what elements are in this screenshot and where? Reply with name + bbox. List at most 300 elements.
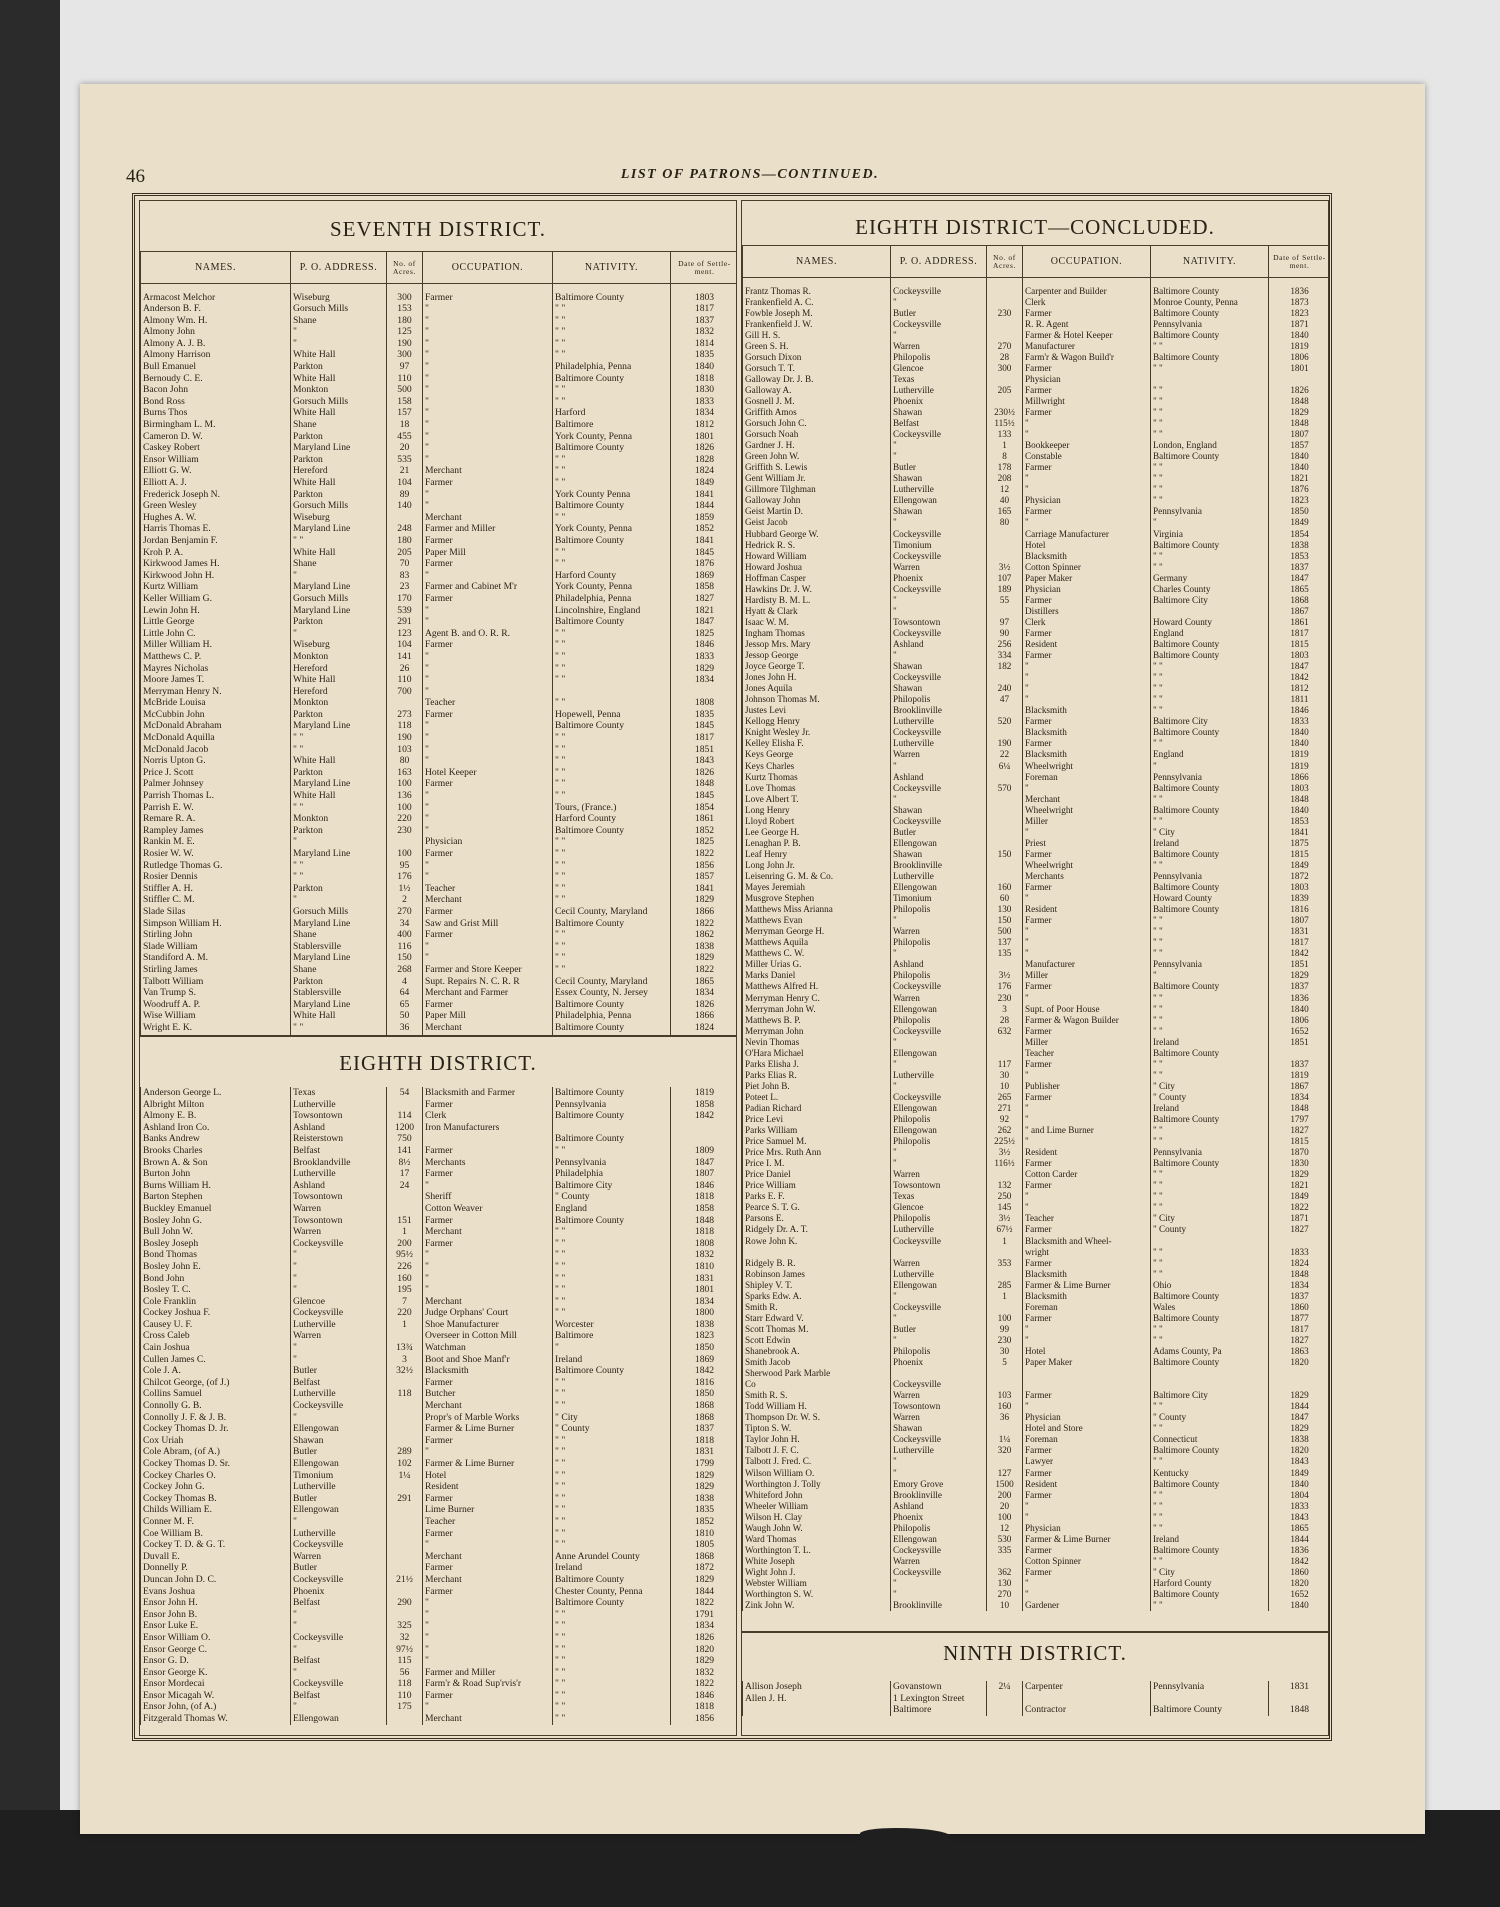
cell-settled: 1833 bbox=[671, 396, 738, 408]
cell-address: Towsontown bbox=[891, 617, 987, 628]
cell-nativity: " " bbox=[1151, 1202, 1269, 1213]
cell-nativity: Howard County bbox=[1151, 893, 1269, 904]
table-row bbox=[743, 1313, 1330, 1324]
cell-name: Kelley Elisha F. bbox=[743, 738, 891, 749]
cell-address: Butler bbox=[291, 1562, 387, 1574]
cell-settled: 1835 bbox=[671, 1504, 738, 1516]
table-row bbox=[743, 529, 1330, 540]
table-row bbox=[743, 352, 1330, 363]
cell-settled: 1838 bbox=[671, 1493, 738, 1505]
cell-settled: 1846 bbox=[671, 1180, 738, 1192]
table-row bbox=[743, 1704, 1330, 1716]
cell-address: Ashland bbox=[891, 639, 987, 650]
cell-occupation: Physician bbox=[1023, 584, 1151, 595]
cell-name: Worthington T. L. bbox=[743, 1545, 891, 1556]
cell-nativity: Anne Arundel County bbox=[553, 1551, 671, 1563]
table-row bbox=[141, 1678, 738, 1690]
cell-nativity: " " bbox=[1151, 484, 1269, 495]
cell-settled: 1825 bbox=[671, 836, 738, 848]
cell-name: Green John W. bbox=[743, 451, 891, 462]
cell-name: Harris Thomas E. bbox=[141, 523, 291, 535]
cell-nativity: " County bbox=[553, 1423, 671, 1435]
column-header-occupation: OCCUPATION. bbox=[423, 252, 553, 284]
cell-settled: 1800 bbox=[671, 1307, 738, 1319]
cell-settled: 1838 bbox=[671, 1319, 738, 1331]
cell-settled: 1867 bbox=[1269, 1081, 1330, 1092]
table-row bbox=[141, 1632, 738, 1644]
cell-settled: 1834 bbox=[671, 1296, 738, 1308]
cell-occupation: " bbox=[1023, 1191, 1151, 1202]
cell-nativity: Baltimore City bbox=[1151, 595, 1269, 606]
cell-nativity: " " bbox=[1151, 363, 1269, 374]
cell-address: " bbox=[291, 628, 387, 640]
table-row bbox=[141, 813, 738, 825]
cell-acres: 83 bbox=[387, 570, 423, 582]
cell-nativity: Pennsylvania bbox=[1151, 871, 1269, 882]
cell-occupation: Farmer bbox=[1023, 363, 1151, 374]
cell-settled: 1839 bbox=[1269, 893, 1330, 904]
table-row bbox=[141, 442, 738, 454]
cell-acres: 230 bbox=[987, 308, 1023, 319]
cell-settled: 1830 bbox=[671, 384, 738, 396]
cell-address: Ashland bbox=[891, 959, 987, 970]
cell-occupation: Sheriff bbox=[423, 1191, 553, 1203]
table-row bbox=[141, 616, 738, 628]
cell-name: Parrish Thomas L. bbox=[141, 790, 291, 802]
cell-nativity: " " bbox=[1151, 915, 1269, 926]
cell-occupation: " bbox=[423, 744, 553, 756]
cell-settled: 1818 bbox=[671, 1226, 738, 1238]
cell-acres: 141 bbox=[387, 1145, 423, 1157]
cell-settled: 1852 bbox=[671, 523, 738, 535]
cell-address: Butler bbox=[291, 1365, 387, 1377]
cell-acres: 100 bbox=[387, 848, 423, 860]
cell-acres: 110 bbox=[387, 373, 423, 385]
cell-occupation: " bbox=[423, 373, 553, 385]
cell-name: Cockey T. D. & G. T. bbox=[141, 1539, 291, 1551]
cell-acres: 362 bbox=[987, 1567, 1023, 1578]
cell-occupation: Propr's of Marble Works bbox=[423, 1412, 553, 1424]
table-row bbox=[743, 672, 1330, 683]
cell-acres: 36 bbox=[387, 1022, 423, 1034]
table-row bbox=[141, 1470, 738, 1482]
cell-acres bbox=[387, 1400, 423, 1412]
table-row bbox=[141, 315, 738, 327]
cell-name: Cockey Joshua F. bbox=[141, 1307, 291, 1319]
cell-address: Belfast bbox=[291, 1145, 387, 1157]
cell-acres: 180 bbox=[387, 315, 423, 327]
cell-acres: 1 bbox=[987, 1236, 1023, 1247]
cell-nativity: Baltimore bbox=[553, 1330, 671, 1342]
cell-settled: 1840 bbox=[1269, 1600, 1330, 1611]
cell-settled: 1829 bbox=[671, 952, 738, 964]
cell-nativity: Essex County, N. Jersey bbox=[553, 987, 671, 999]
cell-name: Talbott William bbox=[141, 976, 291, 988]
cell-settled: 1827 bbox=[1269, 1335, 1330, 1346]
table-row bbox=[141, 860, 738, 872]
page-number: 46 bbox=[126, 166, 145, 187]
table-row bbox=[141, 755, 738, 767]
table-row bbox=[141, 1586, 738, 1598]
eighth-concluded-table bbox=[742, 245, 1329, 1611]
cell-acres: 10 bbox=[987, 1600, 1023, 1611]
table-row bbox=[141, 384, 738, 396]
table-row bbox=[141, 964, 738, 976]
cell-occupation: Farmer and Cabinet M'r bbox=[423, 581, 553, 593]
cell-address: Philopolis bbox=[891, 694, 987, 705]
table-row bbox=[141, 1528, 738, 1540]
cell-address: Ashland bbox=[891, 1501, 987, 1512]
cell-nativity: Tours, (France.) bbox=[553, 802, 671, 814]
cell-occupation: Farmer bbox=[1023, 506, 1151, 517]
cell-address: " bbox=[891, 1291, 987, 1302]
cell-settled: 1858 bbox=[671, 581, 738, 593]
cell-occupation: Physician bbox=[1023, 1412, 1151, 1423]
cell-nativity: Pennsylvania bbox=[1151, 772, 1269, 783]
cell-settled: 1863 bbox=[1269, 1346, 1330, 1357]
cell-nativity: " " bbox=[1151, 937, 1269, 948]
cell-nativity: Baltimore County bbox=[1151, 849, 1269, 860]
cell-occupation: " bbox=[423, 396, 553, 408]
cell-settled: 1838 bbox=[1269, 1434, 1330, 1445]
cell-name: Parks William bbox=[743, 1125, 891, 1136]
cell-name: Jessop George bbox=[743, 650, 891, 661]
cell-acres: 56 bbox=[387, 1667, 423, 1679]
cell-acres: 230 bbox=[387, 825, 423, 837]
cell-occupation: Hotel Keeper bbox=[423, 767, 553, 779]
cell-address: Towsontown bbox=[891, 1180, 987, 1191]
cell-occupation: Blacksmith and Farmer bbox=[423, 1087, 553, 1099]
cell-settled: 1845 bbox=[671, 547, 738, 559]
column-header-acres: No. of Acres. bbox=[987, 246, 1023, 278]
cell-address: Monkton bbox=[291, 813, 387, 825]
cell-occupation: Iron Manufacturers bbox=[423, 1122, 553, 1134]
cell-address: Warren bbox=[291, 1226, 387, 1238]
cell-acres: 132 bbox=[987, 1180, 1023, 1191]
cell-name: Smith R. S. bbox=[743, 1390, 891, 1401]
cell-address: Parkton bbox=[291, 883, 387, 895]
cell-occupation: Paper Mill bbox=[423, 1010, 553, 1022]
table-row bbox=[743, 838, 1330, 849]
cell-settled: 1799 bbox=[671, 1458, 738, 1470]
cell-occupation: Farmer bbox=[423, 1562, 553, 1574]
cell-settled: 1842 bbox=[1269, 948, 1330, 959]
cell-settled: 1853 bbox=[1269, 551, 1330, 562]
cell-acres: 520 bbox=[987, 716, 1023, 727]
cell-occupation: Manufacturer bbox=[1023, 959, 1151, 970]
table-row bbox=[743, 860, 1330, 871]
cell-occupation: Judge Orphans' Court bbox=[423, 1307, 553, 1319]
cell-nativity: Baltimore County bbox=[1151, 352, 1269, 363]
cell-name: Merryman John W. bbox=[743, 1004, 891, 1015]
cell-settled: 1866 bbox=[671, 906, 738, 918]
cell-nativity: Baltimore County bbox=[553, 500, 671, 512]
table-row bbox=[743, 1693, 1330, 1705]
cell-nativity: " " bbox=[553, 465, 671, 477]
table-row bbox=[141, 1655, 738, 1667]
cell-nativity: " " bbox=[553, 1307, 671, 1319]
cell-nativity: " " bbox=[1151, 1258, 1269, 1269]
cell-settled: 1816 bbox=[671, 1377, 738, 1389]
cell-settled: 1824 bbox=[671, 465, 738, 477]
cell-name: Johnson Thomas M. bbox=[743, 694, 891, 705]
cell-acres bbox=[387, 1099, 423, 1111]
cell-settled: 1829 bbox=[1269, 1169, 1330, 1180]
cell-address: Maryland Line bbox=[291, 848, 387, 860]
cell-address: Philopolis bbox=[891, 1114, 987, 1125]
table-row bbox=[141, 883, 738, 895]
cell-name: Matthews Alfred H. bbox=[743, 981, 891, 992]
cell-name: Wise William bbox=[141, 1010, 291, 1022]
cell-address: Cockeysville bbox=[891, 1236, 987, 1247]
cell-acres: 335 bbox=[987, 1545, 1023, 1556]
cell-name: Todd William H. bbox=[743, 1401, 891, 1412]
cell-nativity: Pennsylvania bbox=[1151, 959, 1269, 970]
cell-occupation: Resident bbox=[1023, 1479, 1151, 1490]
table-row bbox=[141, 663, 738, 675]
cell-address: Philopolis bbox=[891, 1523, 987, 1534]
cell-nativity: Pennsylvania bbox=[553, 1099, 671, 1111]
cell-nativity: Baltimore County bbox=[1151, 639, 1269, 650]
cell-name: Cole Franklin bbox=[141, 1296, 291, 1308]
cell-acres bbox=[987, 1037, 1023, 1048]
cell-settled: 1837 bbox=[1269, 562, 1330, 573]
cell-occupation: Constable bbox=[1023, 451, 1151, 462]
table-row bbox=[743, 573, 1330, 584]
cell-name: Parrish E. W. bbox=[141, 802, 291, 814]
table-row bbox=[141, 1296, 738, 1308]
cell-occupation: " bbox=[423, 663, 553, 675]
table-row bbox=[743, 407, 1330, 418]
cell-address: White Hall bbox=[291, 477, 387, 489]
cell-settled: 1829 bbox=[671, 894, 738, 906]
cell-acres: 100 bbox=[387, 778, 423, 790]
cell-nativity: London, England bbox=[1151, 440, 1269, 451]
cell-address: Towsontown bbox=[891, 1401, 987, 1412]
cell-nativity: " " bbox=[553, 1493, 671, 1505]
cell-name: Stirling James bbox=[141, 964, 291, 976]
cell-settled: 1821 bbox=[1269, 473, 1330, 484]
cell-acres bbox=[987, 297, 1023, 308]
cell-acres: 97 bbox=[987, 617, 1023, 628]
cell-acres bbox=[987, 396, 1023, 407]
cell-name: Love Albert T. bbox=[743, 794, 891, 805]
cell-nativity: " City bbox=[1151, 1567, 1269, 1578]
cell-acres: 99 bbox=[987, 1324, 1023, 1335]
cell-address: Hereford bbox=[291, 465, 387, 477]
cell-address: Maryland Line bbox=[291, 778, 387, 790]
cell-address: Maryland Line bbox=[291, 999, 387, 1011]
cell-occupation: Supt. Repairs N. C. R. R bbox=[423, 976, 553, 988]
cell-occupation: Foreman bbox=[1023, 1434, 1151, 1445]
cell-settled: 1848 bbox=[671, 1215, 738, 1227]
cell-acres: 50 bbox=[387, 1010, 423, 1022]
cell-nativity: " " bbox=[553, 697, 671, 709]
cell-nativity: Monroe County, Penna bbox=[1151, 297, 1269, 308]
cell-name: McDonald Aquilla bbox=[141, 732, 291, 744]
cell-acres: 1 bbox=[987, 440, 1023, 451]
table-row bbox=[141, 1620, 738, 1632]
cell-address: Brooklinville bbox=[891, 1600, 987, 1611]
cell-occupation: Blacksmith bbox=[1023, 705, 1151, 716]
cell-name: Keys Charles bbox=[743, 761, 891, 772]
table-row bbox=[141, 1307, 738, 1319]
cell-address: Cockeysville bbox=[891, 816, 987, 827]
cell-occupation: Farmer & Lime Burner bbox=[423, 1458, 553, 1470]
table-row bbox=[141, 941, 738, 953]
table-row bbox=[743, 451, 1330, 462]
cell-address: Ellengowan bbox=[891, 1534, 987, 1545]
cell-address: Lutherville bbox=[291, 1168, 387, 1180]
cell-occupation: Cotton Weaver bbox=[423, 1203, 553, 1215]
cell-occupation: Farmer bbox=[423, 906, 553, 918]
cell-acres: 32½ bbox=[387, 1365, 423, 1377]
cell-address: Philopolis bbox=[891, 1346, 987, 1357]
cell-name: Stiffler C. M. bbox=[141, 894, 291, 906]
cell-nativity: " City bbox=[1151, 1213, 1269, 1224]
cell-acres bbox=[987, 286, 1023, 297]
cell-occupation: Farmer bbox=[1023, 1059, 1151, 1070]
cell-occupation: Farmer bbox=[1023, 595, 1151, 606]
cell-acres: 1 bbox=[387, 1319, 423, 1331]
cell-nativity: " " bbox=[553, 1377, 671, 1389]
cell-settled: 1845 bbox=[671, 720, 738, 732]
cell-name: McBride Louisa bbox=[141, 697, 291, 709]
cell-address: Monkton bbox=[291, 697, 387, 709]
cell-address: Butler bbox=[891, 827, 987, 838]
table-row bbox=[743, 1158, 1330, 1169]
table-row bbox=[743, 363, 1330, 374]
table-row bbox=[743, 948, 1330, 959]
cell-address: Towsontown bbox=[291, 1110, 387, 1122]
cell-settled bbox=[671, 1122, 738, 1134]
cell-nativity: Philadelphia bbox=[553, 1168, 671, 1180]
cell-acres: 150 bbox=[987, 915, 1023, 926]
cell-settled: 1847 bbox=[1269, 661, 1330, 672]
cell-occupation: Farmer bbox=[423, 1377, 553, 1389]
cell-address: " " bbox=[291, 871, 387, 883]
cell-settled: 1842 bbox=[671, 1365, 738, 1377]
cell-acres: 256 bbox=[987, 639, 1023, 650]
cell-address: Glencoe bbox=[891, 363, 987, 374]
cell-address: Maryland Line bbox=[291, 918, 387, 930]
cell-settled: 1803 bbox=[1269, 882, 1330, 893]
cell-address: " bbox=[291, 1644, 387, 1656]
cell-acres: 30 bbox=[987, 1070, 1023, 1081]
column-header-address: P. O. ADDRESS. bbox=[291, 252, 387, 284]
cell-acres bbox=[987, 1247, 1023, 1258]
cell-address: Lutherville bbox=[891, 871, 987, 882]
table-row bbox=[141, 628, 738, 640]
table-row bbox=[743, 639, 1330, 650]
cell-acres: 500 bbox=[387, 384, 423, 396]
cell-nativity: Baltimore County bbox=[1151, 1479, 1269, 1490]
cell-name: Bosley John E. bbox=[141, 1261, 291, 1273]
cell-address: Warren bbox=[891, 926, 987, 937]
column-header-nativity: NATIVITY. bbox=[553, 252, 671, 284]
cell-acres: 136 bbox=[387, 790, 423, 802]
cell-occupation: Gardener bbox=[1023, 1600, 1151, 1611]
cell-settled: 1817 bbox=[671, 303, 738, 315]
cell-settled: 1840 bbox=[671, 361, 738, 373]
cell-settled: 1833 bbox=[1269, 1501, 1330, 1512]
cell-nativity: " " bbox=[1151, 1490, 1269, 1501]
cell-occupation: Farmer bbox=[1023, 1567, 1151, 1578]
cell-nativity: Baltimore County bbox=[1151, 308, 1269, 319]
table-row bbox=[743, 915, 1330, 926]
cell-name: Bond Thomas bbox=[141, 1249, 291, 1261]
cell-settled: 1822 bbox=[671, 918, 738, 930]
cell-occupation: Merchant bbox=[423, 1713, 553, 1725]
cell-settled: 1868 bbox=[1269, 595, 1330, 606]
cell-acres: 17 bbox=[387, 1168, 423, 1180]
cell-address: " bbox=[291, 1249, 387, 1261]
cell-occupation: Distillers bbox=[1023, 606, 1151, 617]
cell-nativity: " " bbox=[553, 732, 671, 744]
cell-settled: 1854 bbox=[671, 802, 738, 814]
cell-acres: 114 bbox=[387, 1110, 423, 1122]
table-row bbox=[743, 1269, 1330, 1280]
cell-address: Maryland Line bbox=[291, 523, 387, 535]
cell-nativity: Baltimore County bbox=[553, 1597, 671, 1609]
cell-occupation: Farmer bbox=[1023, 628, 1151, 639]
cell-address: Belfast bbox=[891, 418, 987, 429]
cell-address: Butler bbox=[891, 1324, 987, 1335]
cell-nativity: " " bbox=[553, 964, 671, 976]
cell-name: Almony A. J. B. bbox=[141, 338, 291, 350]
cell-nativity: Ohio bbox=[1151, 1280, 1269, 1291]
table-row bbox=[743, 761, 1330, 772]
cell-nativity: Baltimore County bbox=[1151, 330, 1269, 341]
cell-acres: 195 bbox=[387, 1284, 423, 1296]
cell-name: Little George bbox=[141, 616, 291, 628]
cell-settled: 1826 bbox=[671, 999, 738, 1011]
cell-nativity: " " bbox=[553, 1470, 671, 1482]
table-row bbox=[743, 683, 1330, 694]
cell-settled: 1812 bbox=[671, 419, 738, 431]
cell-settled: 1836 bbox=[1269, 1545, 1330, 1556]
cell-occupation: " bbox=[423, 720, 553, 732]
cell-acres: 270 bbox=[387, 906, 423, 918]
cell-occupation: Farmer bbox=[1023, 738, 1151, 749]
cell-occupation: " bbox=[423, 349, 553, 361]
table-row bbox=[141, 1597, 738, 1609]
cell-nativity: York County Penna bbox=[553, 489, 671, 501]
cell-address: " bbox=[291, 894, 387, 906]
cell-acres bbox=[387, 1562, 423, 1574]
cell-occupation: Blacksmith bbox=[423, 1365, 553, 1377]
table-row bbox=[743, 308, 1330, 319]
cell-settled: 1857 bbox=[671, 871, 738, 883]
table-row bbox=[141, 836, 738, 848]
cell-name: Rosier W. W. bbox=[141, 848, 291, 860]
cell-acres: 110 bbox=[387, 1690, 423, 1702]
cell-acres bbox=[987, 1368, 1023, 1379]
cell-name: Padian Richard bbox=[743, 1103, 891, 1114]
cell-acres bbox=[987, 540, 1023, 551]
cell-nativity: Worcester bbox=[553, 1319, 671, 1331]
cell-occupation: Hotel bbox=[423, 1470, 553, 1482]
cell-acres: 21 bbox=[387, 465, 423, 477]
cell-nativity: " " bbox=[553, 1690, 671, 1702]
cell-settled: 1824 bbox=[671, 1022, 738, 1034]
cell-name: Buckley Emanuel bbox=[141, 1203, 291, 1215]
cell-name: Ensor Luke E. bbox=[141, 1620, 291, 1632]
cell-address: Parkton bbox=[291, 361, 387, 373]
cell-acres: 10 bbox=[987, 1081, 1023, 1092]
cell-settled: 1806 bbox=[1269, 352, 1330, 363]
table-row bbox=[743, 1070, 1330, 1081]
